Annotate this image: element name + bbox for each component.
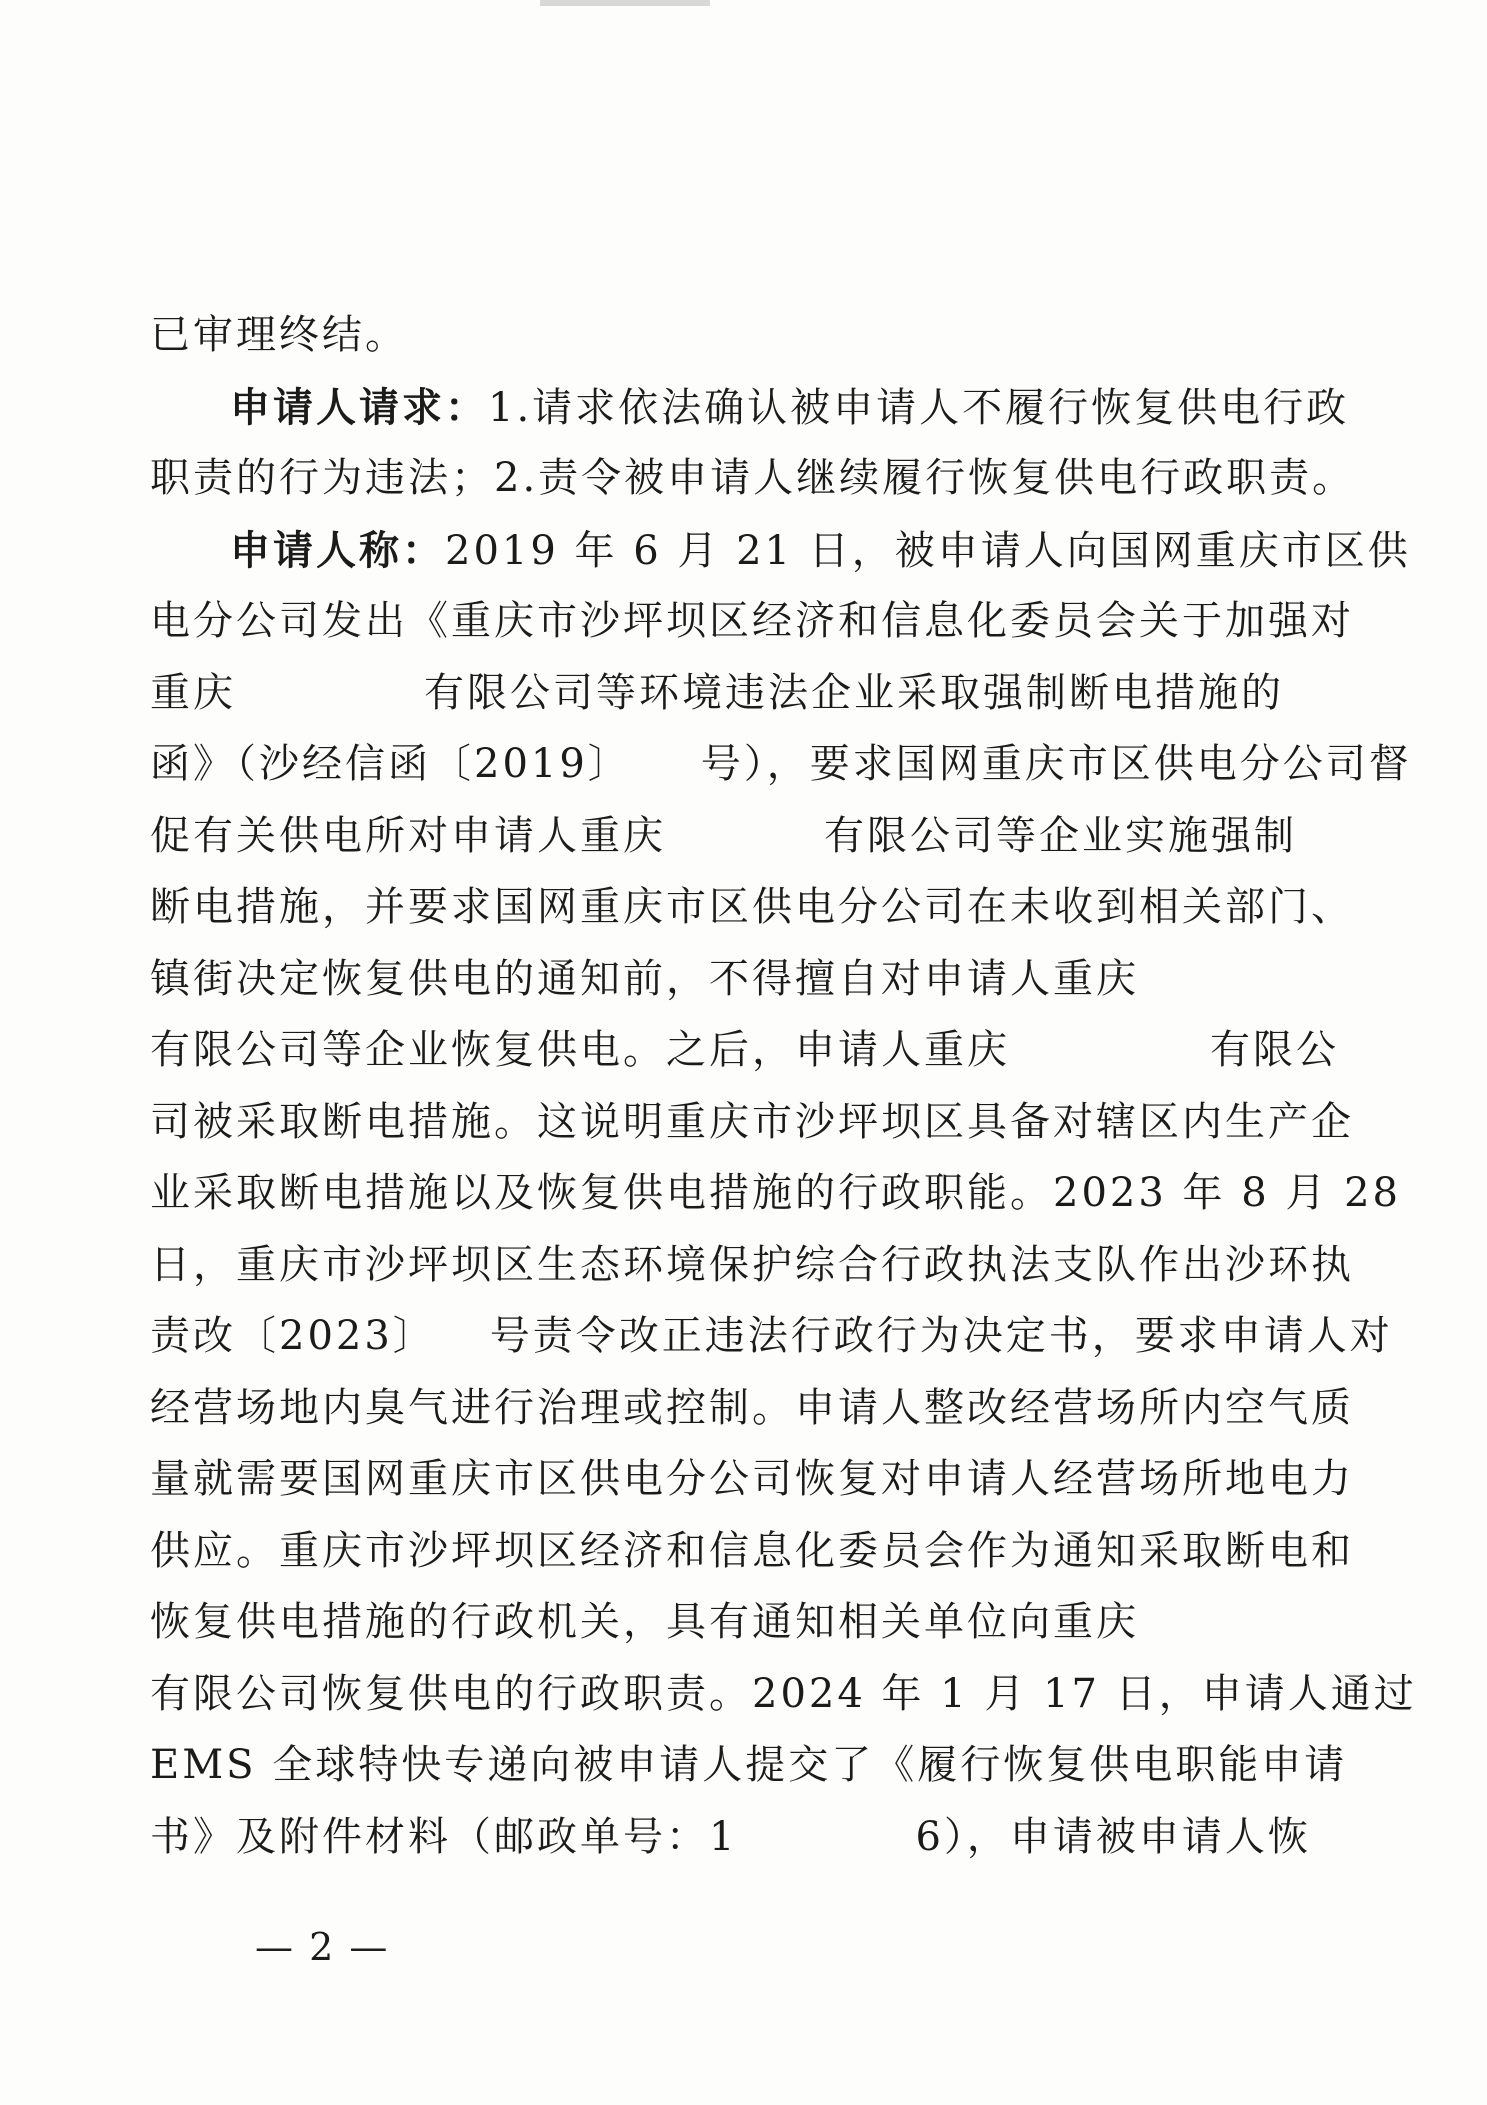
text-line-13: [150, 1158, 1402, 1230]
page-number: — 2 —: [255, 1925, 390, 1969]
text-segment: 书》及附件材料（邮政单号：1: [150, 1813, 738, 1860]
text-segment: 有限公司恢复供电的行政职责。2024 年 1 月 17 日，申请人通过: [150, 1670, 1417, 1717]
text-segment: 有限公司等企业恢复供电。之后，申请人重庆: [150, 1027, 1010, 1073]
text-line-11: [150, 1015, 1339, 1087]
text-segment: 供应。重庆市沙坪坝区经济和信息化委员会作为通知采取断电和: [150, 1527, 1354, 1574]
text-line-16: [150, 1373, 1354, 1445]
text-line-17: [150, 1444, 1354, 1516]
text-line-3: [150, 443, 1356, 515]
text-line-9: [150, 872, 1354, 944]
text-segment: 6），申请被申请人恢: [915, 1813, 1311, 1860]
text-line-12: [150, 1087, 1354, 1159]
applicant-statement-label: 申请人称：: [230, 526, 445, 574]
text-segment: 号责令改正违法行政行为决定书，要求申请人对: [489, 1313, 1393, 1359]
text-segment: 有限公司等环境违法企业采取强制断电措施的: [424, 669, 1284, 716]
request-heading-line: [150, 372, 1350, 444]
text-segment: 量就需要国网重庆市区供电分公司恢复对申请人经营场所地电力: [150, 1456, 1354, 1502]
document-body: [150, 300, 1417, 1873]
text-line-21: [150, 1730, 1348, 1802]
text-segment: 职责的行为违法；2.责令被申请人继续履行恢复供电行政职责。: [150, 455, 1356, 501]
text-segment: 2019 年 6 月 21 日，被申请人向国网重庆市区供: [445, 527, 1411, 574]
scan-edge-mark: [540, 0, 710, 6]
text-segment: 有限公司等企业实施强制: [824, 812, 1297, 859]
text-line-5: [150, 586, 1354, 658]
text-segment: 断电措施，并要求国网重庆市区供电分公司在未收到相关部门、: [150, 884, 1354, 930]
text-segment: 经营场地内臭气进行治理或控制。申请人整改经营场所内空气质: [150, 1384, 1354, 1431]
text-line-18: [150, 1516, 1354, 1588]
text-line-15: [150, 1301, 1393, 1373]
statement-heading-line: [150, 515, 1411, 587]
text-line-7: [150, 729, 1412, 801]
text-line-14: [150, 1230, 1354, 1302]
text-segment: 镇街决定恢复供电的通知前，不得擅自对申请人重庆: [150, 955, 1139, 1002]
text-segment: 恢复供电措施的行政机关，具有通知相关单位向重庆: [150, 1599, 1139, 1645]
text-line-20: [150, 1659, 1417, 1731]
text-segment: 责改〔2023〕: [150, 1313, 436, 1359]
text-segment: 电分公司发出《重庆市沙坪坝区经济和信息化委员会关于加强对: [150, 598, 1354, 644]
text-segment: 1.请求依法确认被申请人不履行恢复供电行政: [488, 384, 1350, 431]
text-line-19: [150, 1587, 1310, 1659]
applicant-request-label: 申请人请求：: [230, 383, 488, 431]
text-segment: 促有关供电所对申请人重庆: [150, 812, 666, 859]
text-line-22: [150, 1802, 1310, 1874]
text-line-1: [150, 300, 1310, 372]
text-segment: 有限公: [1210, 1027, 1339, 1073]
text-line-8: [150, 801, 1310, 873]
text-segment: 重庆: [150, 669, 236, 716]
text-segment: 号），要求国网重庆市区供电分公司督: [700, 741, 1412, 787]
text-segment: 函》（沙经信函〔2019〕: [150, 741, 631, 787]
text-line-10: [150, 944, 1310, 1016]
text-segment: 业采取断电措施以及恢复供电措施的行政职能。2023 年 8 月 28: [150, 1170, 1402, 1216]
text-segment: 日，重庆市沙坪坝区生态环境保护综合行政执法支队作出沙环执: [150, 1241, 1354, 1288]
text-segment: 已审理终结。: [150, 312, 408, 358]
text-segment: 司被采取断电措施。这说明重庆市沙坪坝区具备对辖区内生产企: [150, 1098, 1354, 1145]
text-segment: EMS 全球特快专递向被申请人提交了《履行恢复供电职能申请: [150, 1742, 1348, 1788]
text-line-6: [150, 658, 1310, 730]
